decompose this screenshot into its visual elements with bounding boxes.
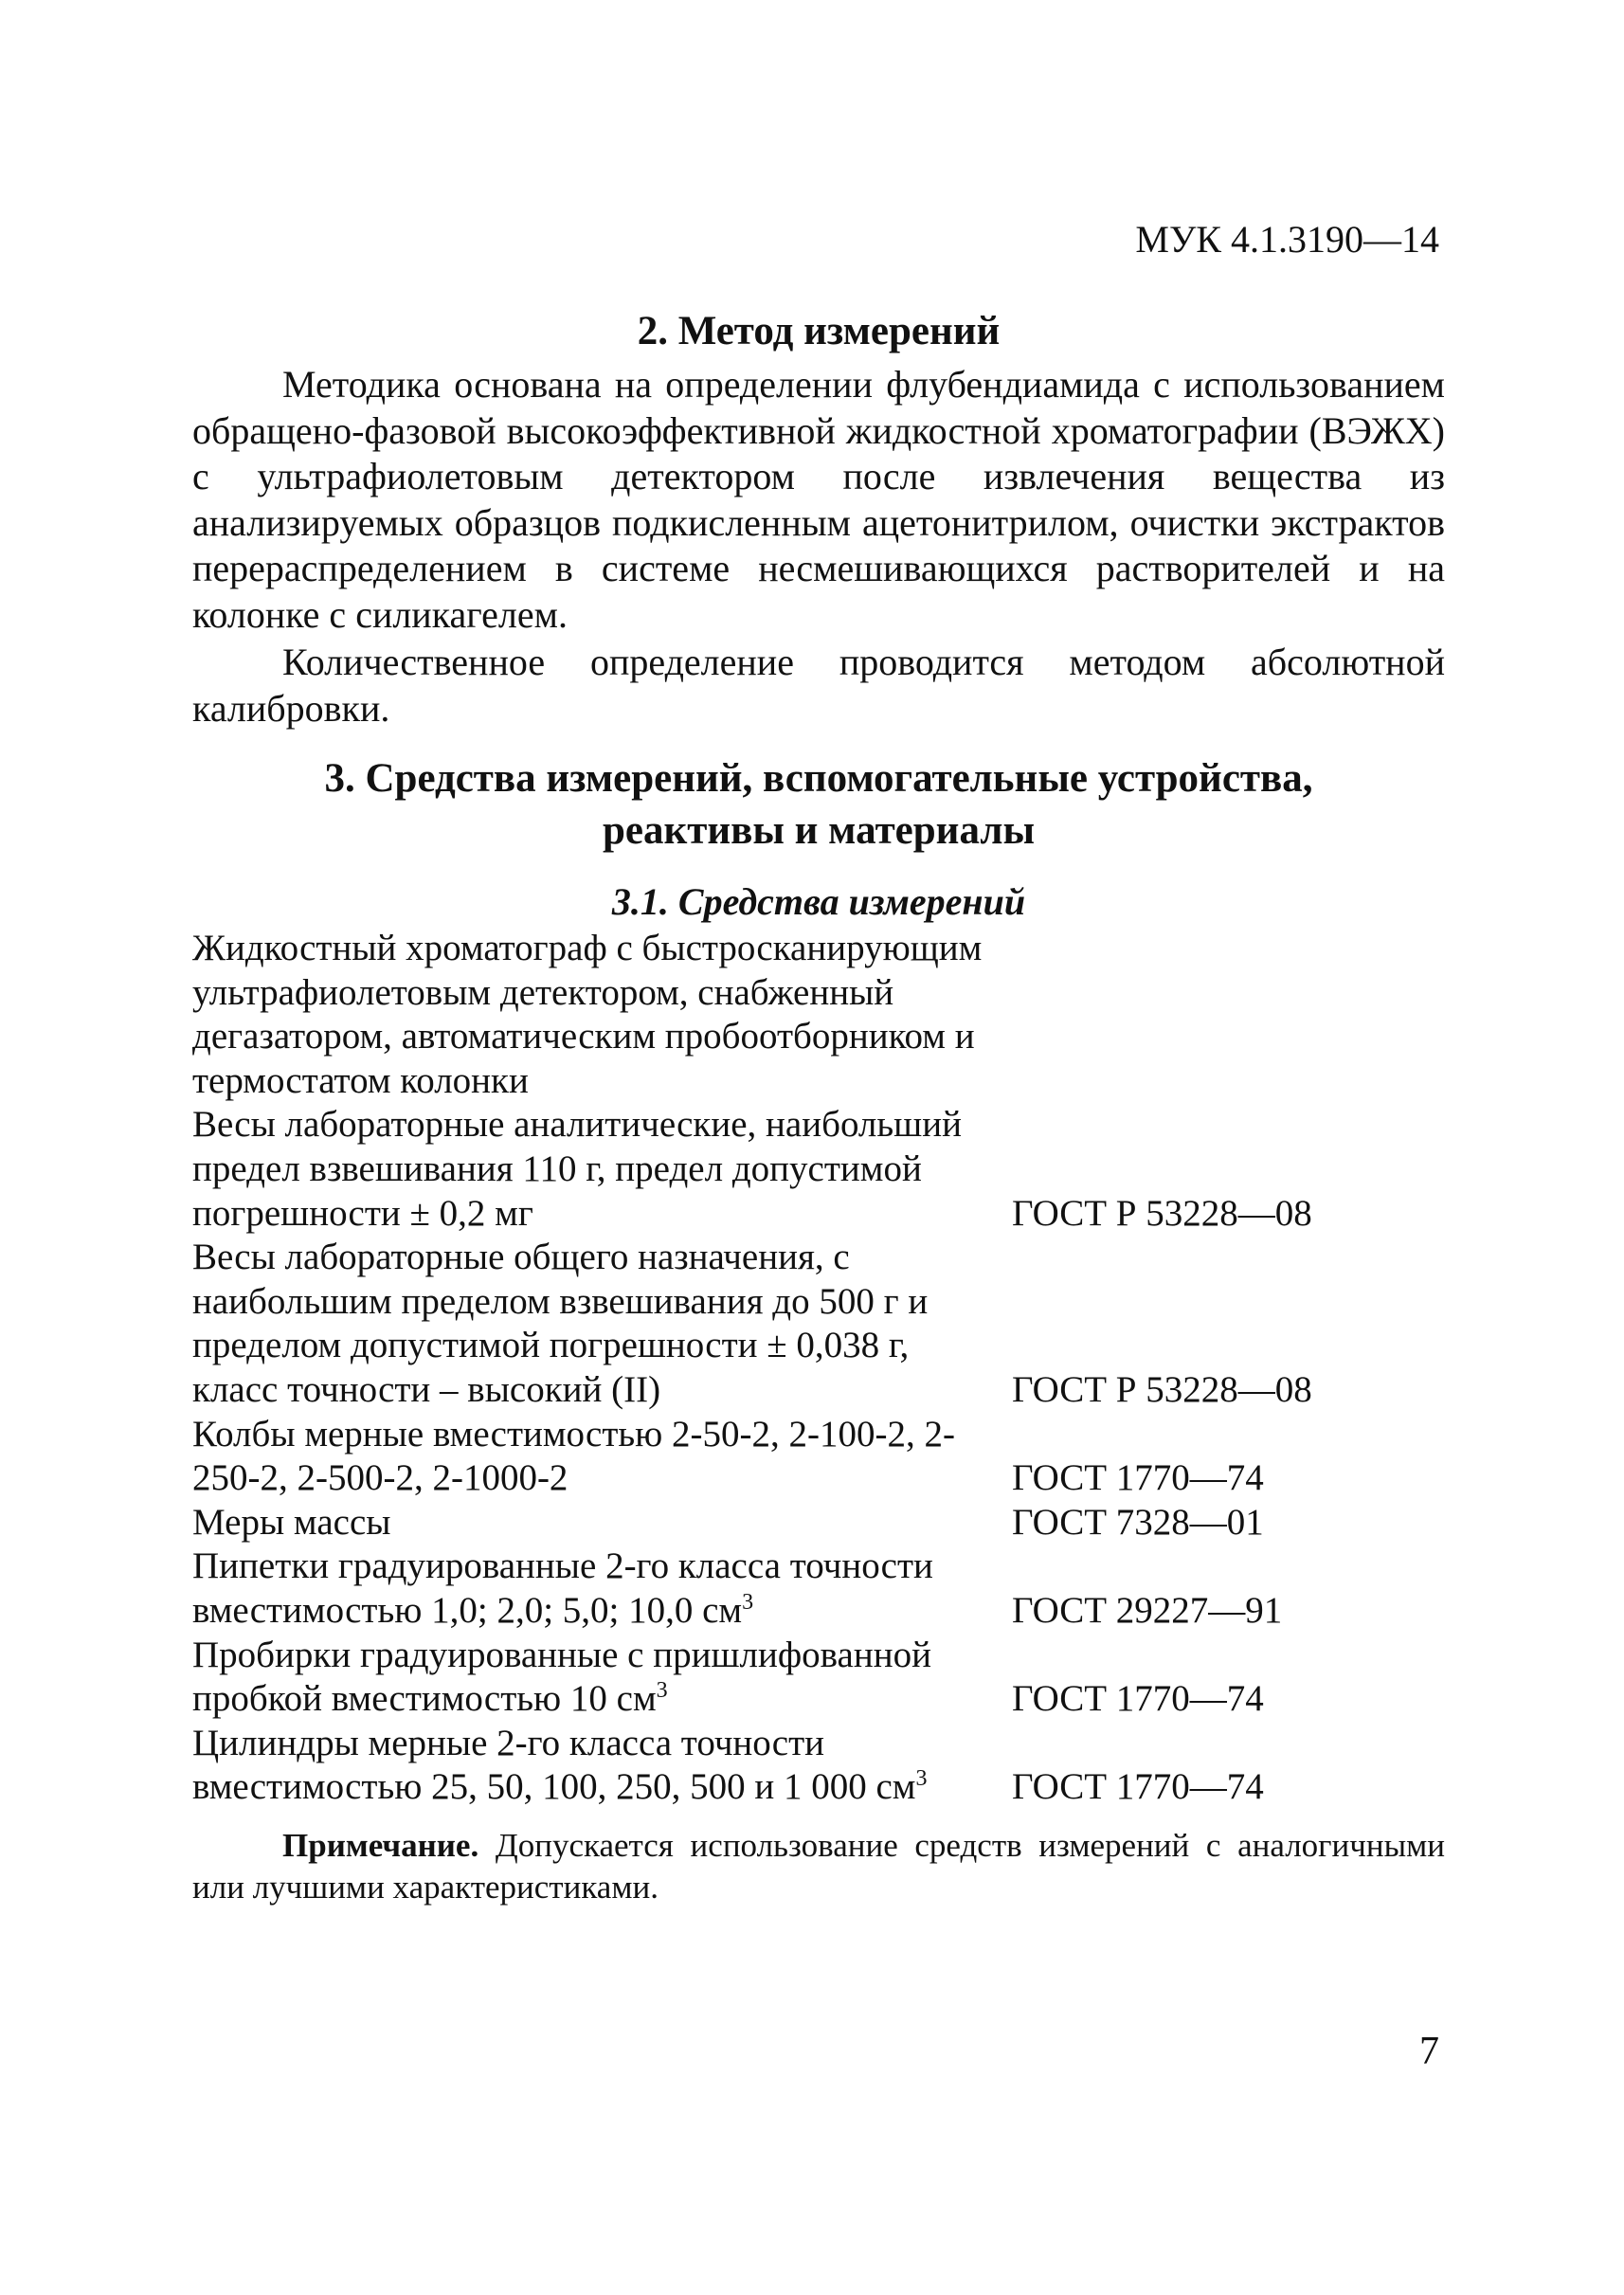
- section-2-title: 2. Метод измерений: [637, 309, 1001, 353]
- item-description-text: Пипетки градуированные 2-го класса точности вместимостью 1,0; 2,0; 5,0; 10,0 см: [192, 1545, 933, 1631]
- item-standard: ГОСТ Р 53228—08: [1012, 1192, 1312, 1234]
- list-item: [192, 927, 1445, 1103]
- item-standard: ГОСТ Р 53228—08: [1012, 1368, 1312, 1410]
- list-item: [192, 1413, 1445, 1501]
- item-description-text: Пробирки градуированные с пришлифованной пробкой вместимостью 10 см: [192, 1634, 931, 1720]
- item-description: [192, 1545, 1002, 1633]
- item-standard: ГОСТ 1770—74: [1012, 1678, 1264, 1720]
- list-item: [192, 1722, 1445, 1810]
- item-description: Весы лабораторные аналитические, наибольший предел взвешивания 110 г, предел допустимой погрешности ± 0,2 мг: [192, 1104, 962, 1234]
- note: [192, 1825, 1445, 1908]
- list-item: [192, 1103, 1445, 1236]
- section-2-paragraph-2: Количественное определение проводится методом абсолютной калибровки.: [192, 641, 1445, 730]
- instruments-list: [192, 927, 1445, 1810]
- list-item: [192, 1545, 1445, 1633]
- item-standard: ГОСТ 29227—91: [1012, 1589, 1283, 1631]
- section-3-title: [192, 752, 1445, 857]
- item-description: [192, 1634, 1002, 1722]
- item-standard: ГОСТ 1770—74: [1012, 1766, 1264, 1808]
- page-content: [192, 305, 1445, 1908]
- item-description-text: Цилиндры мерные 2-го класса точности вместимостью 25, 50, 100, 250, 500 и 1 000 см: [192, 1722, 916, 1808]
- item-description: Весы лабораторные общего назначения, с наибольшим пределом взвешивания до 500 г и пределом допустимой погрешности ± 0,038 г, класс точности – высокий (II): [192, 1237, 929, 1410]
- item-standard: ГОСТ 1770—74: [1012, 1457, 1264, 1499]
- section-2-paragraph-1: Методика основана на определении флубендиамида с использованием обращено-фазовой высокоэффективной жидкостной хроматографии (ВЭЖХ) с ультрафиолетовым детектором после извлечения вещества из анализируемых образцов подкисленным ацетонитрилом, очистки экстрактов перераспределением в системе несмешивающихся растворителей и на колонке с силикагелем.: [192, 363, 1445, 636]
- document-code: МУК 4.1.3190—14: [1135, 218, 1439, 261]
- item-description: Колбы мерные вместимостью 2-50-2, 2-100-2, 2-250-2, 2-500-2, 2-1000-2: [192, 1413, 955, 1499]
- note-text: Допускается использование средств измерений с аналогичными или лучшими характеристиками.: [192, 1826, 1445, 1906]
- item-description: [192, 1722, 1002, 1810]
- list-item: [192, 1634, 1445, 1722]
- superscript-unit: 3: [915, 1766, 928, 1792]
- superscript-unit: 3: [656, 1678, 668, 1704]
- list-item: [192, 1501, 1445, 1545]
- item-description: Меры массы: [192, 1501, 391, 1543]
- list-item: [192, 1236, 1445, 1412]
- superscript-unit: 3: [742, 1589, 754, 1615]
- section-3-title-line-1: 3. Средства измерений, вспомогательные устройства,: [324, 756, 1313, 801]
- note-label: Примечание.: [282, 1826, 479, 1864]
- item-standard: ГОСТ 7328—01: [1012, 1501, 1264, 1543]
- subsection-3-1-title: 3.1. Средства измерений: [611, 880, 1026, 923]
- item-description: Жидкостный хроматограф с быстросканирующим ультрафиолетовым детектором, снабженный дегазатором, автоматическим пробоотборником и термостатом колонки: [192, 928, 983, 1101]
- page-number: 7: [1419, 2030, 1439, 2073]
- section-3-title-line-2: реактивы и материалы: [602, 808, 1036, 853]
